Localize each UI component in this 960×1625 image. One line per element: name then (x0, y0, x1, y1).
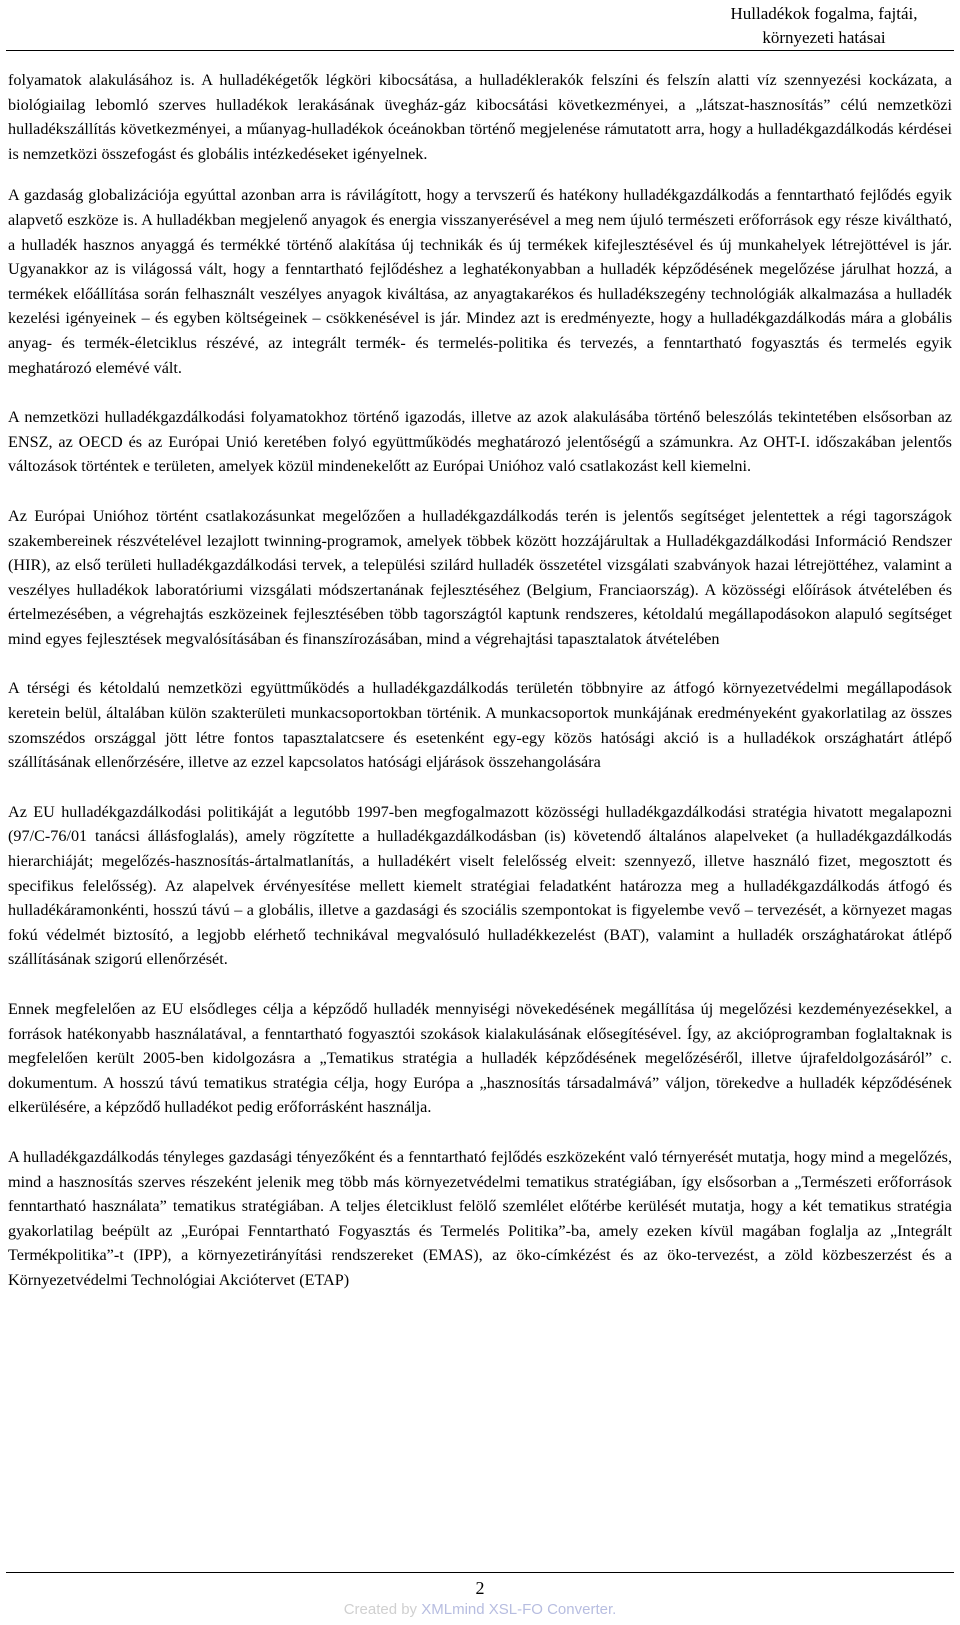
paragraph-3: A nemzetközi hulladékgazdálkodási folyamatokhoz történő igazodás, illetve az azok alakulásába történő beleszólás tekintetében elsősorban az ENSZ, az OECD és az Európai Unió keretében folyó együttműködés meghatározó jelentőségű a számunkra. Az OHT-I. időszakában jelentős változások történtek e területen, amelyek közül mindenekelőtt az Európai Unióhoz való csatlakozást kell kiemelni. (8, 408, 952, 476)
paragraph-6: Az EU hulladékgazdálkodási politikáját a legutóbb 1997-ben megfogalmazott közösségi hulladékgazdálkodási stratégia hivatott megalapozni (97/C-76/01 tanácsi állásfoglalás), amely rögzítette a hulladékgazdálkodásban (is) követendő általános alapelveket (a hulladékgazdálkodás hierarchiáját; megelőzés-hasznosítás-ártalmatlanítás, a hulladékért viselt felelősség elveit: szennyező, illetve használó fizet, megosztott és specifikus felelősség). Az alapelvek érvényesítése mellett kiemelt stratégiai feladatként határozza meg a hulladékgazdálkodás átfogó és hulladékáramonkénti, hosszú távú – a globális, illetve a gazdasági és szociális szempontokat is figyelembe vevő – tervezését, a környezet magas fokú védelmét biztosító, a legjobb elérhető technikával megvalósuló hulladékkezelést (BAT), valamint a hulladék országhatárokat átlépő szállításának szigorú ellenőrzését. (8, 802, 952, 969)
header-title-line-2: környezeti hatásai (762, 28, 886, 47)
running-header (554, 2, 954, 50)
footer-divider (6, 1572, 954, 1573)
page-number: 2 (475, 1578, 485, 1598)
paragraph-8: A hulladékgazdálkodás tényleges gazdasági tényezőként és a fenntartható fejlődés eszközeként való térnyerését mutatja, hogy mind a megelőzés, mind a hasznosítás szerves részeként jelenik meg több más környezetvédelmi tematikus stratégiában, így elsősorban a „Természeti erőforrások fenntartható használata” tematikus stratégiában. A teljes életciklust felölő szemlélet előtérbe kerülését mutatja, hogy a két tematikus stratégia gyakorlatilag beépült az „Európai Fenntartható Fogyasztás és Termelés Politika”-ba, amely ezeken kívül magában foglalja az „Integrált Termékpolitika”-t (IPP), a környezetirányítási rendszereket (EMAS), az öko-címkézést és az öko-tervezést, a zöld közbeszerzést és a Környezetvédelmi Technológiai Akciótervet (ETAP) (8, 1147, 952, 1289)
converter-prefix: Created by (343, 1601, 422, 1618)
paragraph-7: Ennek megfelelően az EU elsődleges célja a képződő hulladék mennyiségi növekedésének megállítása új megelőzési kezdeményezésekkel, a források hatékonyabb használatával, a fenntartható fogyasztói szokások kialakulásának elősegítésével. Így, az akcióprogramban foglaltaknak is megfelelően került 2005-ben kidolgozásra a „Tematikus stratégia a hulladék képződésének megelőzéséről, illetve újrafeldolgozásáról” c. dokumentum. A hosszú távú tematikus stratégia célja, hogy Európa a „hasznosítás társadalmává” váljon, törekedve a hulladék képződésének elkerülésére, a képződő hulladékot pedig erőforrásként használja. (8, 1000, 952, 1117)
header-divider (6, 50, 954, 51)
paragraph-5: A térségi és kétoldalú nemzetközi együttműködés a hulladékgazdálkodás területén többnyire az átfogó környezetvédelmi megállapodások keretein belül, általában külön szakterületi munkacsoportokban történik. A munkacsoportok munkájának eredményeként gyakorlatilag az összes szomszédos országgal jött létre fontos tapasztalatcsere és esetenként egy-egy közös hatósági akció is a hulladékok országhatárt átlépő szállításának ellenőrzésére, illetve az ezzel kapcsolatos hatósági eljárások összehangolására (8, 679, 952, 772)
converter-brand: XMLmind XSL-FO Converter. (421, 1601, 617, 1618)
paragraph-1: folyamatok alakulásához is. A hulladékégetők légköri kibocsátása, a hulladéklerakók felszíni és felszín alatti víz szennyezési kockázata, a biológiailag lebomló szerves hulladékok lerakásának üvegház-gáz kibocsátási következményei, a „látszat-hasznosítás” célú nemzetközi hulladékszállítás következményei, a műanyag-hulladékok óceánokban történő megjelenése rámutatott arra, hogy a hulladékgazdálkodás kérdései is nemzetközi összefogást és globális intézkedéseket igényelnek. (8, 71, 952, 163)
header-title-line-1: Hulladékok fogalma, fajtái, (730, 4, 918, 23)
paragraph-4: Az Európai Unióhoz történt csatlakozásunkat megelőzően a hulladékgazdálkodás terén is jelentős segítséget jelentettek a régi tagországok szakembereinek részvételével lezajlott twinning-programok, amelyek többek között hozzájárultak a Hulladékgazdálkodási Információ Rendszer (HIR), az első területi hulladékgazdálkodási tervek, a települési szilárd hulladék összetétel vizsgálati szabványok hazai létrejöttéhez, valamint a veszélyes hulladékok laboratóriumi vizsgálati módszertanának fejlesztéséhez (Belgium, Franciaország). A közösségi előírások átvételében és értelmezésében, a végrehajtás eszközeinek fejlesztésében több tagországtól kaptunk rendszeres, kétoldalú megállapodásokon alapuló segítséget mind egyes fejlesztések megvalósításában és finanszírozásában, mind a végrehajtási tapasztalatok átvételében (8, 506, 952, 648)
converter-watermark (0, 1600, 960, 1620)
body-text (8, 68, 952, 1318)
paragraph-2: A gazdaság globalizációja egyúttal azonban arra is rávilágított, hogy a tervszerű és hatékony hulladékgazdálkodás a fenntartható fejlődés egyik alapvető eszköze is. A hulladékban megjelenő anyagok és energia visszanyerésével a meg nem újuló természeti erőforrások egy része kiváltható, a hulladék hasznos anyaggá és termékké történő alakítása új technikák és új termékek kifejlesztésével és új munkahelyek létrejöttével is jár. Ugyanakkor az is világossá vált, hogy a fenntartható fejlődéshez a leghatékonyabban a hulladék képződésének megelőzése járulhat hozzá, a termékek előállítása során felhasznált veszélyes anyagok kiváltása, az anyagtakarékos és hulladékszegény technológiák alkalmazása a hulladék kezelési igényeinek – és egyben költségeinek – csökkenésével is jár. Mindez azt is eredményezte, hogy a hulladékgazdálkodás mára a globális anyag- és termék-életciklus részévé, az integrált termék- és termelés-politika és tervezés, a fenntartható fogyasztás és termelés egyik meghatározó elemévé vált. (8, 186, 952, 377)
